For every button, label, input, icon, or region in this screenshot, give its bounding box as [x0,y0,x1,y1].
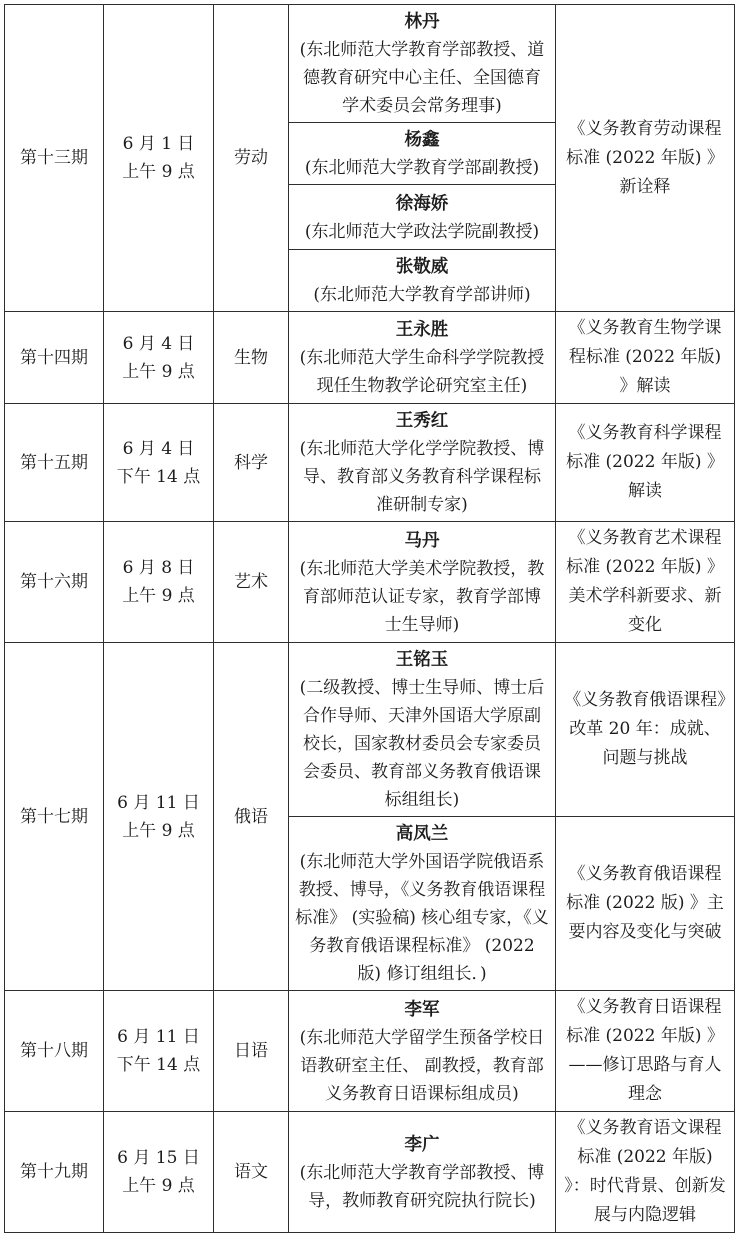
date-cell [104,404,214,522]
date-cell [104,5,214,312]
subject-cell: 劳动 [214,5,289,312]
speaker-name: 李广 [404,1133,440,1154]
date-cell [104,643,214,991]
date-cell [104,312,214,404]
speaker-cell [289,991,556,1112]
topic-cell: 《义务教育俄语课程标准 (2022 版) 》主要内容及变化与突破 [556,817,735,991]
date-cell [104,1112,214,1233]
session-cell: 第十八期 [5,991,104,1112]
speaker-cell [289,312,556,404]
topic-cell: 《义务教育日语课程标准 (2022 年版) 》——修订思路与育人理念 [556,991,735,1112]
subject-cell: 俄语 [214,643,289,991]
time-text: 上午 9 点 [122,586,195,606]
session-cell: 第十五期 [5,404,104,522]
speaker-name: 王永胜 [395,319,449,339]
subject-cell: 科学 [214,404,289,522]
speaker-affiliation: (东北师范大学教育学部讲师) [313,285,531,305]
speaker-affiliation: (东北师范大学政法学院副教授) [304,221,540,242]
session-cell: 第十九期 [5,1112,104,1233]
speaker-name: 王铭玉 [395,649,449,669]
speaker-affiliation: (东北师范大学生命科学学院教授 现任生物教学论研究室主任) [299,348,545,396]
speaker-cell [289,5,556,123]
date-text: 6 月 11 日 [117,792,200,813]
speaker-affiliation: (东北师范大学化学学院教授、博导、教育部义务教育科学课程标准研制专家) [299,439,545,515]
speaker-affiliation: (东北师范大学教育学部副教授) [304,158,540,178]
speaker-affiliation: (东北师范大学留学生预备学校日语教研室主任、 副教授，教育部义务教育日语课标组成员) [299,1027,545,1104]
speaker-cell [289,1112,556,1233]
session-cell: 第十七期 [5,643,104,991]
session-cell: 第十三期 [5,5,104,312]
subject-cell: 语文 [214,1112,289,1233]
speaker-name: 徐海娇 [395,192,449,213]
speaker-name: 王秀红 [395,410,449,430]
speaker-name: 马丹 [404,529,440,550]
topic-cell: 《义务教育艺术课程标准 (2022 年版) 》美术学科新要求、新变化 [556,522,735,643]
speaker-cell [289,250,556,312]
date-text: 6 月 1 日 [122,134,195,154]
speaker-cell [289,817,556,991]
time-text: 上午 9 点 [122,361,195,382]
speaker-affiliation: (二级教授、博士生导师、博士后合作导师、天津外国语大学原副校长，国家教材委员会专家委员会委员、教育部义务教育俄语课标组组长) [299,678,545,810]
topic-cell: 《义务教育俄语课程》改革 20 年：成就、问题与挑战 [556,643,735,817]
time-text: 下午 14 点 [116,1055,201,1075]
speaker-name: 林丹 [404,11,440,31]
time-text: 上午 9 点 [122,1176,195,1196]
time-text: 上午 9 点 [122,820,195,841]
lecture-schedule-table [4,4,735,1233]
speaker-cell [289,643,556,817]
speaker-name: 李军 [404,998,440,1019]
subject-cell: 生物 [214,312,289,404]
speaker-cell [289,404,556,522]
topic-cell: 《义务教育生物学课程标准 (2022 年版) 》解读 [556,312,735,404]
speaker-name: 张敬威 [395,256,449,276]
date-cell [104,522,214,643]
date-text: 6 月 8 日 [122,558,195,578]
date-text: 6 月 4 日 [122,438,195,459]
date-text: 6 月 15 日 [117,1148,200,1168]
speaker-affiliation: (东北师范大学教育学部教授、博导，教师教育研究院执行院长) [299,1162,545,1211]
time-text: 上午 9 点 [122,162,195,182]
subject-cell: 日语 [214,991,289,1112]
session-cell: 第十四期 [5,312,104,404]
speaker-affiliation: (东北师范大学外国语学院俄语系教授、博导，《义务教育俄语课程标准》 (实验稿) 核心组专家，《义务教育俄语课程标准》 (2022 版) 修订组组长．) [295,852,549,984]
speaker-cell [289,123,556,185]
speaker-name: 高凤兰 [395,823,449,843]
speaker-affiliation: (东北师范大学教育学部教授、道德教育研究中心主任、全国德育学术委员会常务理事) [299,40,545,116]
session-cell: 第十六期 [5,522,104,643]
subject-cell: 艺术 [214,522,289,643]
date-cell [104,991,214,1112]
speaker-cell [289,185,556,250]
speaker-affiliation: (东北师范大学美术学院教授，教育部师范认证专家，教育学部博士生导师) [299,558,545,635]
time-text: 下午 14 点 [116,466,201,487]
speaker-cell [289,522,556,643]
speaker-name: 杨鑫 [404,129,440,149]
topic-cell: 《义务教育劳动课程标准 (2022 年版) 》新诠释 [556,5,735,312]
topic-cell: 《义务教育语文课程标准 (2022 年版) 》：时代背景、创新发展与内隐逻辑 [556,1112,735,1233]
date-text: 6 月 4 日 [122,333,195,354]
topic-cell: 《义务教育科学课程标准 (2022 年版) 》解读 [556,404,735,522]
date-text: 6 月 11 日 [117,1027,200,1047]
